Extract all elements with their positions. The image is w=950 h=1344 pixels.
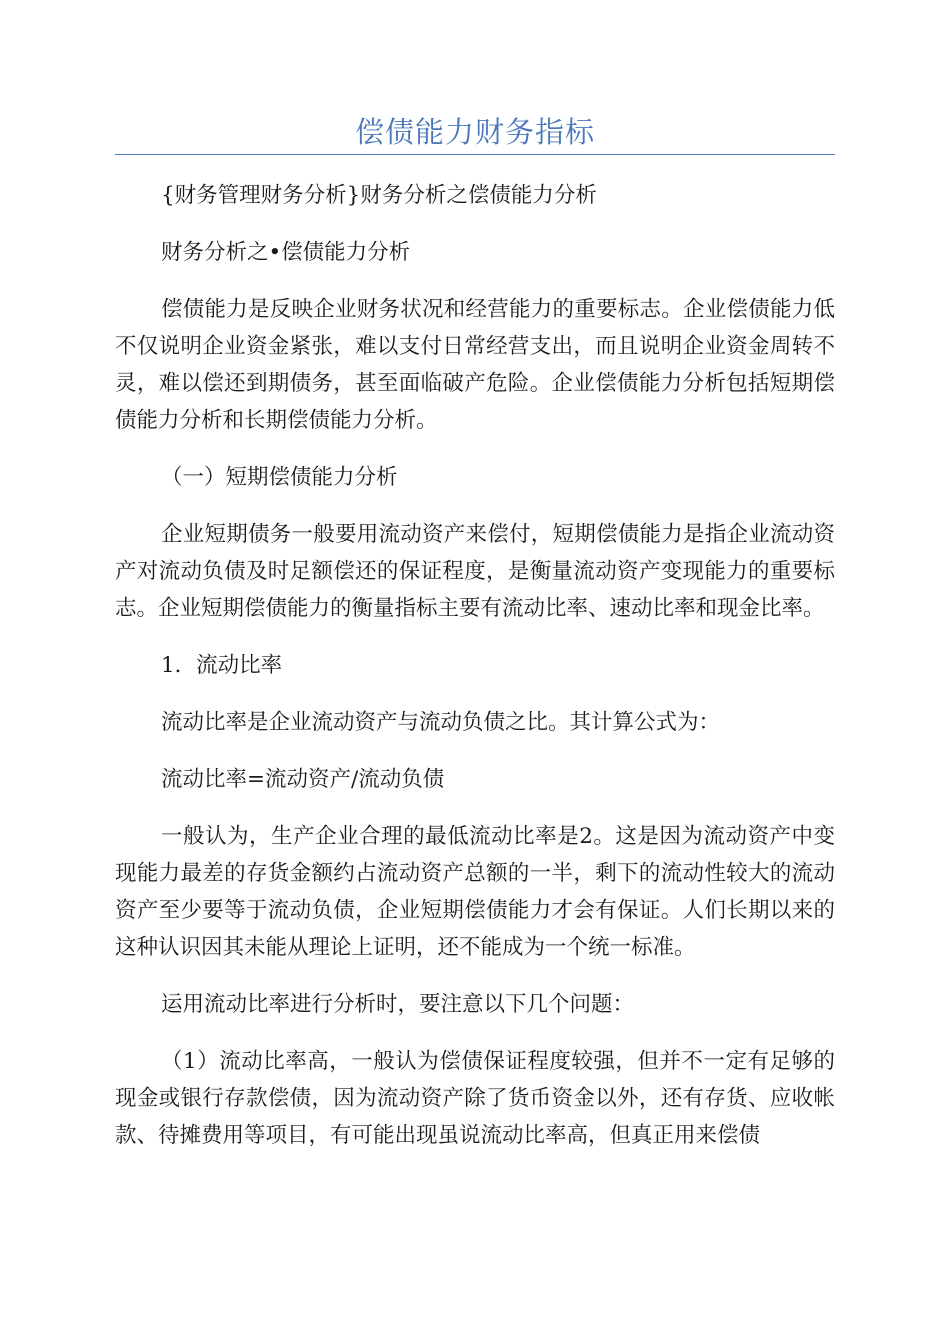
paragraph-section-heading: 财务分析之•偿债能力分析 bbox=[161, 240, 411, 265]
document-page bbox=[115, 0, 835, 1154]
paragraph-current-ratio-standard: 一般认为，生产企业合理的最低流动比率是2。这是因为流动资产中变现能力最差的存货金额约占流动资产总额的一半，剩下的流动性较大的流动资产至少要等于流动负债，企业短期偿债能力才会有保证。人们长期以来的这种认识因其未能从理论上证明，还不能成为一个统一标准。 bbox=[115, 824, 835, 960]
paragraph-intro: 偿债能力是反映企业财务状况和经营能力的重要标志。企业偿债能力低不仅说明企业资金紧张，难以支付日常经营支出，而且说明企业资金周转不灵，难以偿还到期债务，甚至面临破产危险。企业偿债能力分析包括短期偿债能力分析和长期偿债能力分析。 bbox=[115, 297, 835, 433]
paragraph-subtitle: {财务管理财务分析}财务分析之偿债能力分析 bbox=[161, 183, 597, 208]
heading-current-ratio: 1．流动比率 bbox=[161, 653, 283, 678]
paragraph-analysis-notes: 运用流动比率进行分析时，要注意以下几个问题： bbox=[161, 992, 635, 1017]
title-underline bbox=[115, 154, 835, 155]
paragraph-note-1: （1）流动比率高，一般认为偿债保证程度较强，但并不一定有足够的现金或银行存款偿债，因为流动资产除了货币资金以外，还有存货、应收帐款、待摊费用等项目，有可能出现虽说流动比率高，但真正用来偿债 bbox=[115, 1049, 835, 1148]
formula-current-ratio: 流动比率=流动资产/流动负债 bbox=[161, 767, 445, 792]
paragraph-current-ratio-definition: 流动比率是企业流动资产与流动负债之比。其计算公式为： bbox=[161, 710, 721, 735]
heading-short-term-solvency: （一）短期偿债能力分析 bbox=[161, 465, 398, 490]
document-body bbox=[115, 177, 835, 1154]
document-title: 偿债能力财务指标 bbox=[354, 115, 595, 149]
paragraph-short-term-definition: 企业短期债务一般要用流动资产来偿付，短期偿债能力是指企业流动资产对流动负债及时足额偿还的保证程度，是衡量流动资产变现能力的重要标志。企业短期偿债能力的衡量指标主要有流动比率、速动比率和现金比率。 bbox=[115, 522, 835, 621]
